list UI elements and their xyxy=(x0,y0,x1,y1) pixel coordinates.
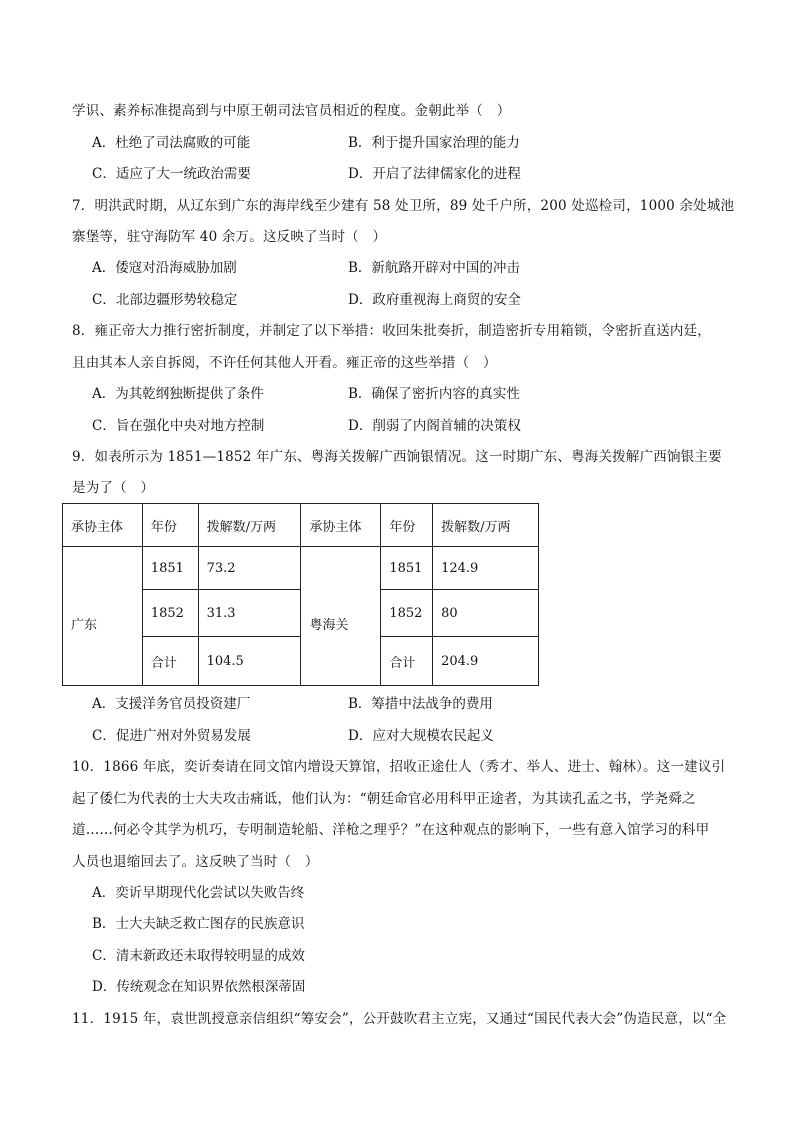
option-d: D．开启了法律儒家化的进程 xyxy=(348,166,521,182)
table-header-cell: 拨解数/万两 xyxy=(198,504,301,547)
question-8-text: 8．雍正帝大力推行密折制度，并制定了以下举措：收回朱批奏折，制造密折专用箱锁，令密折直送内廷， xyxy=(72,323,711,339)
table-header-row xyxy=(63,504,539,547)
question-7-text: 7．明洪武时期，从辽东到广东的海岸线至少建有 58 处卫所，89 处千户所，200 处巡检司，1000 余处城池 xyxy=(72,198,735,214)
option-d: D．传统观念在知识界依然根深蒂固 xyxy=(92,979,306,995)
table-header-cell: 年份 xyxy=(381,504,433,547)
option-d: D．削弱了内阁首辅的决策权 xyxy=(348,418,521,434)
table-cell: 204.9 xyxy=(433,637,539,686)
option-b: B．利于提升国家治理的能力 xyxy=(348,135,520,151)
table-header-cell: 拨解数/万两 xyxy=(433,504,539,547)
table-header-cell: 承协主体 xyxy=(63,504,143,547)
option-a: A．为其乾纲独断提供了条件 xyxy=(92,386,264,402)
table-cell: 73.2 xyxy=(198,547,301,590)
paragraph-line: 学识、素养标准提高到与中原王朝司法官员相近的程度。金朝此举（ ） xyxy=(72,103,511,119)
option-b: B．士大夫缺乏救亡图存的民族意识 xyxy=(92,916,305,932)
question-11-text: 11．1915 年，袁世凯授意亲信组织“筹安会”，公开鼓吹君主立宪，又通过“国民代表大会”伪造民意，以“全 xyxy=(72,1011,727,1027)
table-header-cell: 年份 xyxy=(142,504,198,547)
question-7-text: 寨堡等，驻守海防军 40 余万。这反映了当时（ ） xyxy=(72,229,387,245)
option-a: A．奕䜣早期现代化尝试以失败告终 xyxy=(92,885,305,901)
table-cell: 合计 xyxy=(381,637,433,686)
question-8-text: 且由其本人亲自拆阅，不许任何其他人开看。雍正帝的这些举措（ ） xyxy=(72,355,497,371)
question-10-text: 人员也退缩回去了。这反映了当时（ ） xyxy=(72,854,319,870)
option-d: D．政府重视海上商贸的安全 xyxy=(348,292,521,308)
table-cell: 1851 xyxy=(381,547,433,590)
option-b: B．确保了密折内容的真实性 xyxy=(348,386,520,402)
option-b: B．筹措中法战争的费用 xyxy=(348,696,493,712)
table-header-cell: 承协主体 xyxy=(301,504,381,547)
option-d: D．应对大规模农民起义 xyxy=(348,728,494,744)
option-c: C．旨在强化中央对地方控制 xyxy=(92,418,265,434)
option-a: A．倭寇对沿海威胁加剧 xyxy=(92,260,237,276)
option-c: C．促进广州对外贸易发展 xyxy=(92,728,251,744)
table-row xyxy=(63,547,539,590)
table-cell: 104.5 xyxy=(198,637,301,686)
option-c: C．北部边疆形势较稳定 xyxy=(92,292,238,308)
question-9-text: 9．如表所示为 1851—1852 年广东、粤海关拨解广西饷银情况。这一时期广东、粤海关拨解广西饷银主要 xyxy=(72,449,722,465)
table-cell: 31.3 xyxy=(198,590,301,637)
option-c: C．适应了大一统政治需要 xyxy=(92,166,251,182)
table-cell-entity: 粤海关 xyxy=(301,547,381,686)
option-c: C．清末新政还未取得较明显的成效 xyxy=(92,948,305,964)
table-cell-entity: 广东 xyxy=(63,547,143,686)
table-cell: 1852 xyxy=(142,590,198,637)
table-cell: 124.9 xyxy=(433,547,539,590)
table-cell: 1852 xyxy=(381,590,433,637)
question-9-text: 是为了（ ） xyxy=(72,480,155,496)
option-a: A．杜绝了司法腐败的可能 xyxy=(92,135,251,151)
option-a: A．支援洋务官员投资建厂 xyxy=(92,696,251,712)
table-cell: 80 xyxy=(433,590,539,637)
question-10-text: 道……何必令其学为机巧，专明制造轮船、洋枪之理乎？”在这种观点的影响下，一些有意入馆学习的科甲 xyxy=(72,822,710,838)
option-b: B．新航路开辟对中国的冲击 xyxy=(348,260,520,276)
table-cell: 1851 xyxy=(142,547,198,590)
data-table xyxy=(62,503,539,686)
question-10-text: 10．1866 年底，奕䜣奏请在同文馆内增设天算馆，招收正途仕人（秀才、举人、进士、翰林）。这一建议引 xyxy=(72,759,726,775)
question-10-text: 起了倭仁为代表的士大夫攻击痛诋，他们认为：“朝廷命官必用科甲正途者，为其读孔孟之书，学尧舜之 xyxy=(72,791,696,807)
table-cell: 合计 xyxy=(142,637,198,686)
